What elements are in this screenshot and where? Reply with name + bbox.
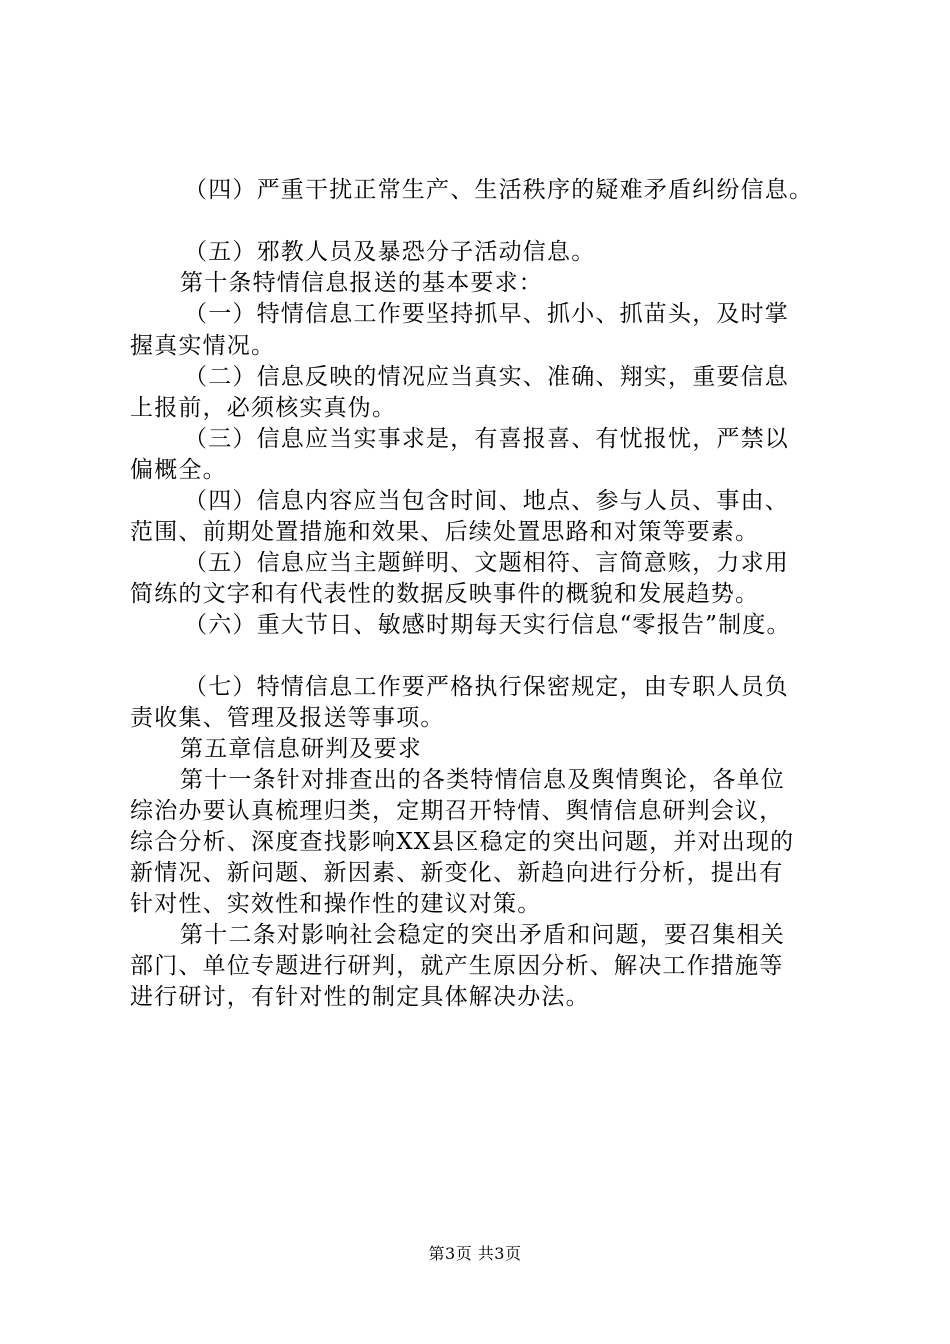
paragraph-line: （二）信息反映的情况应当真实、准确、翔实，重要信息 <box>184 364 789 390</box>
paragraph-line: 第十二条对影响社会稳定的突出矛盾和问题，要召集相关 <box>180 922 785 948</box>
paragraph-line: 范围、前期处置措施和效果、后续处置思路和对策等要素。 <box>130 519 760 545</box>
paragraph-line: 第十一条针对排查出的各类特情信息及舆情舆论，各单位 <box>180 767 785 793</box>
paragraph-line: 偏概全。 <box>130 457 227 483</box>
paragraph-line: 简练的文字和有代表性的数据反映事件的概貌和发展趋势。 <box>130 581 760 607</box>
page-footer: 第3页 共3页 <box>428 1244 522 1263</box>
paragraph-line: （五）邪教人员及暴恐分子活动信息。 <box>184 239 596 265</box>
paragraph-line: （六）重大节日、敏感时期每天实行信息“零报告”制度。 <box>184 612 791 638</box>
paragraph-line: （三）信息应当实事求是，有喜报喜、有忧报忧，严禁以 <box>184 426 789 452</box>
paragraph-line: 握真实情况。 <box>130 333 276 359</box>
paragraph-line: 上报前，必须核实真伪。 <box>130 395 397 421</box>
paragraph-line: 部门、单位专题进行研判，就产生原因分析、解决工作措施等 <box>130 953 784 979</box>
paragraph-line: 针对性、实效性和操作性的建议对策。 <box>130 891 542 917</box>
paragraph-line: 新情况、新问题、新因素、新变化、新趋向进行分析，提出有 <box>130 860 784 886</box>
paragraph-line: 责收集、管理及报送等事项。 <box>130 705 445 731</box>
paragraph-line: （四）严重干扰正常生产、生活秩序的疑难矛盾纠纷信息。 <box>184 177 814 203</box>
paragraph-line: （一）特情信息工作要坚持抓早、抓小、抓苗头，及时掌 <box>184 301 789 327</box>
paragraph-line: 综合分析、深度查找影响XX县区稳定的突出问题，并对出现的 <box>130 829 795 855</box>
paragraph-line: （七）特情信息工作要严格执行保密规定，由专职人员负 <box>184 674 789 700</box>
paragraph-line: 进行研讨，有针对性的制定具体解决办法。 <box>130 984 590 1010</box>
chapter-heading: 第五章信息研判及要求 <box>180 736 422 762</box>
paragraph-line: （五）信息应当主题鲜明、文题相符、言简意赅，力求用 <box>184 550 789 576</box>
article-heading: 第十条特情信息报送的基本要求： <box>180 270 543 296</box>
paragraph-line: （四）信息内容应当包含时间、地点、参与人员、事由、 <box>184 488 789 514</box>
paragraph-line: 综治办要认真梳理归类，定期召开特情、舆情信息研判会议， <box>130 798 784 824</box>
